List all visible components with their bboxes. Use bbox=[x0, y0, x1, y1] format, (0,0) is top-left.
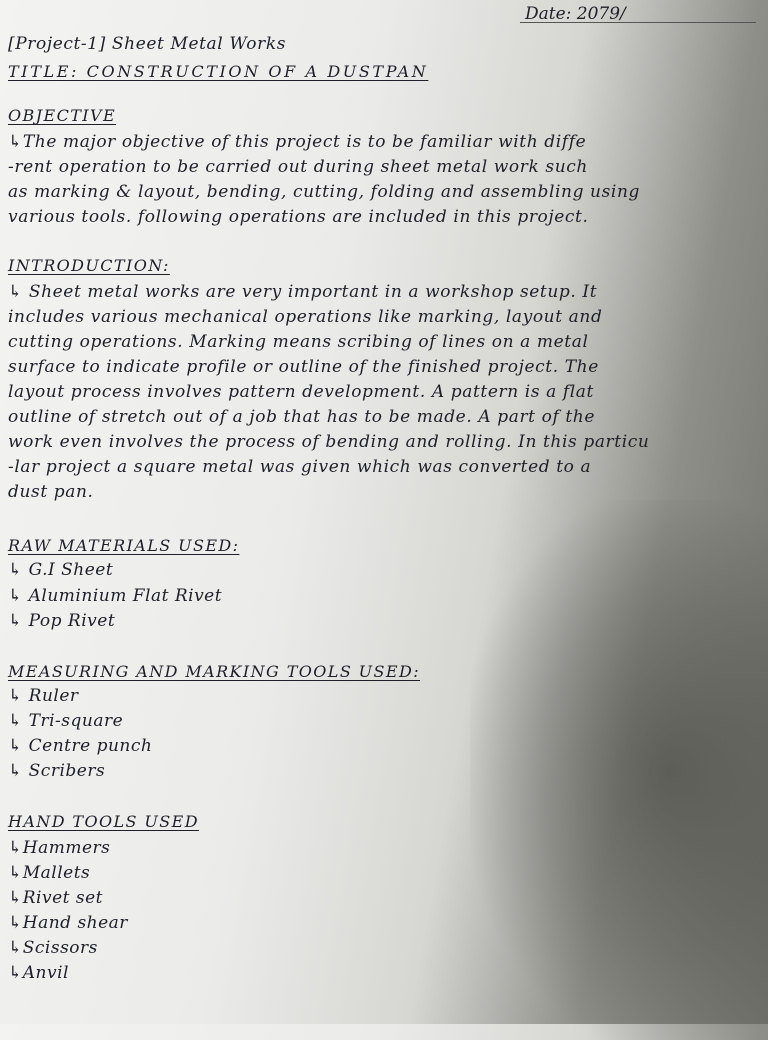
list-item: ↳ Ruler bbox=[8, 686, 79, 706]
objective-line: -rent operation to be carried out during sheet metal work such bbox=[8, 157, 588, 177]
list-item: ↳ Centre punch bbox=[8, 736, 153, 756]
introduction-line: work even involves the process of bending and rolling. In this particu bbox=[8, 432, 650, 452]
introduction-line: outline of stretch out of a job that has to be made. A part of the bbox=[8, 407, 595, 427]
objective-line: various tools. following operations are included in this project. bbox=[8, 207, 589, 227]
objective-heading: OBJECTIVE bbox=[8, 106, 117, 125]
list-item: ↳ Aluminium Flat Rivet bbox=[8, 586, 223, 606]
shadow-overlay bbox=[470, 500, 768, 1040]
introduction-line: layout process involves pattern development. A pattern is a flat bbox=[8, 382, 594, 402]
hand-tools-heading: HAND TOOLS USED bbox=[8, 812, 199, 831]
objective-line: ↳The major objective of this project is to be familiar with diffe bbox=[8, 132, 587, 152]
list-item: ↳Hammers bbox=[8, 838, 111, 858]
introduction-line: dust pan. bbox=[8, 482, 94, 502]
date-label: Date: 2079/ bbox=[525, 4, 626, 24]
list-item: ↳Scissors bbox=[8, 938, 98, 958]
introduction-line: -lar project a square metal was given which was converted to a bbox=[8, 457, 592, 477]
introduction-line: includes various mechanical operations like marking, layout and bbox=[8, 307, 603, 327]
introduction-line: ↳ Sheet metal works are very important in a workshop setup. It bbox=[8, 282, 598, 302]
list-item: ↳ Tri-square bbox=[8, 711, 124, 731]
objective-line: as marking & layout, bending, cutting, folding and assembling using bbox=[8, 182, 640, 202]
page-title: TITLE: CONSTRUCTION OF A DUSTPAN bbox=[8, 62, 429, 81]
list-item: ↳Hand shear bbox=[8, 913, 128, 933]
list-item: ↳ Pop Rivet bbox=[8, 611, 116, 631]
measuring-tools-heading: MEASURING AND MARKING TOOLS USED: bbox=[8, 662, 421, 681]
raw-materials-heading: RAW MATERIALS USED: bbox=[8, 536, 240, 555]
project-label: [Project-1] Sheet Metal Works bbox=[8, 34, 287, 54]
list-item: ↳ G.I Sheet bbox=[8, 560, 114, 580]
list-item: ↳Rivet set bbox=[8, 888, 103, 908]
list-item: ↳ Scribers bbox=[8, 761, 106, 781]
introduction-line: cutting operations. Marking means scribing of lines on a metal bbox=[8, 332, 589, 352]
list-item: ↳Anvil bbox=[8, 963, 69, 983]
introduction-line: surface to indicate profile or outline of the finished project. The bbox=[8, 357, 599, 377]
list-item: ↳Mallets bbox=[8, 863, 91, 883]
introduction-heading: INTRODUCTION: bbox=[8, 256, 170, 275]
